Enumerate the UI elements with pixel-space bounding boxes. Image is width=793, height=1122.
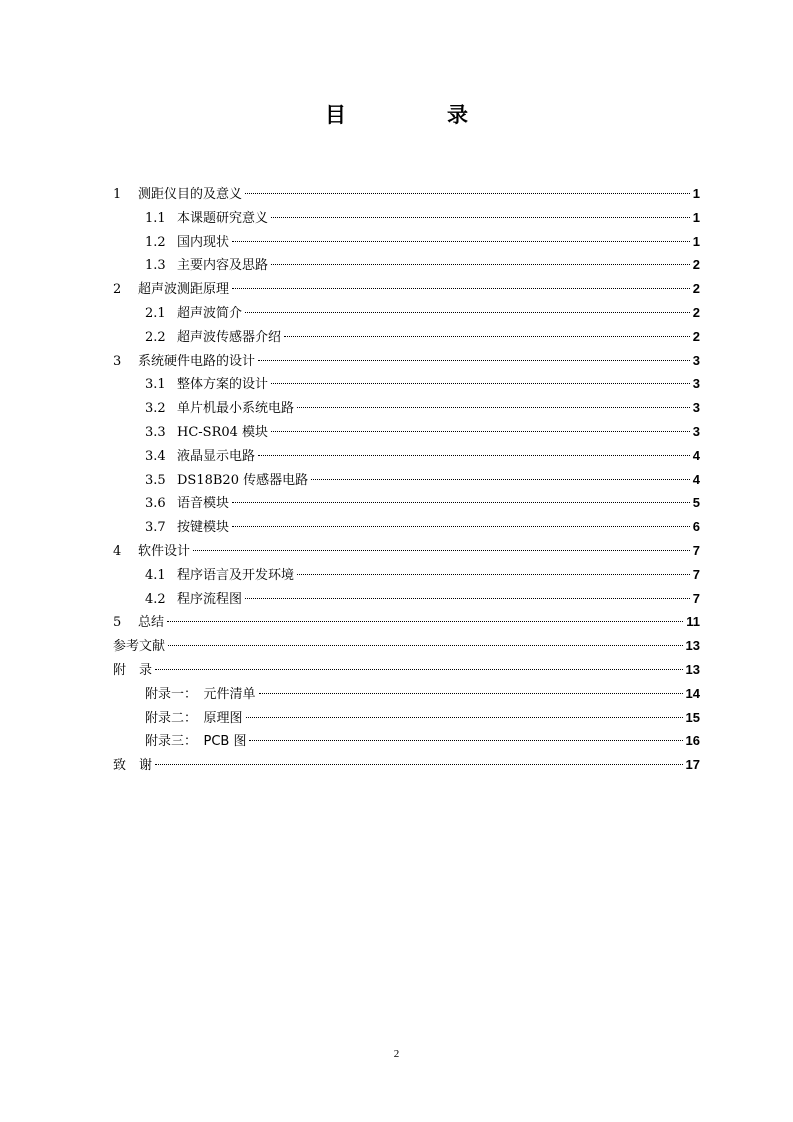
toc-entry-title: 单片机最小系统电路 [177, 401, 295, 417]
toc-entry-title: 语音模块 [177, 496, 230, 512]
toc-entry-number: 1.2 [145, 234, 166, 250]
toc-dot-leader [258, 441, 690, 456]
toc-entry-page: 14 [685, 685, 700, 701]
toc-entry-number: 3.6 [145, 496, 166, 512]
toc-entry-title: 附录三： PCB 图 [145, 734, 247, 750]
toc-entry-title: 软件设计 [138, 543, 191, 559]
toc-entry-title: 程序流程图 [177, 591, 243, 607]
toc-dot-leader [232, 512, 690, 527]
toc-dot-leader [297, 560, 690, 575]
toc-dot-leader [193, 536, 690, 551]
toc-dot-leader [249, 726, 682, 741]
toc-entry-page: 15 [685, 709, 700, 725]
toc-dot-leader [258, 346, 690, 361]
toc-entry-title: 系统硬件电路的设计 [138, 353, 256, 369]
toc-entry-page: 3 [692, 352, 700, 368]
toc-dot-leader [246, 703, 683, 718]
toc-entry-title: DS18B20 传感器电路 [177, 472, 309, 488]
toc-entry-number: 2 [113, 282, 122, 298]
toc-dot-leader [271, 369, 690, 384]
toc-entry-number: 4.2 [145, 591, 166, 607]
toc-entry-page: 3 [692, 376, 700, 392]
page-title: 目 录 [325, 103, 508, 127]
toc-entry-page: 17 [685, 757, 700, 773]
toc-entry-number: 3 [113, 353, 122, 369]
toc-entry-page: 4 [692, 471, 700, 487]
toc-dot-leader [232, 274, 690, 289]
toc-entry-page: 2 [692, 304, 700, 320]
toc-dot-leader [232, 227, 690, 242]
toc-entry-title: 附录一： 元件清单 [145, 686, 256, 702]
toc-dot-leader [271, 250, 690, 265]
toc-dot-leader [232, 488, 690, 503]
toc-entry-page: 2 [692, 328, 700, 344]
toc-entry-title: 主要内容及思路 [177, 258, 269, 274]
toc-entry[interactable] [113, 753, 700, 777]
toc-entry-title: 国内现状 [177, 234, 230, 250]
toc-entry-title: 附录二： 原理图 [145, 710, 243, 726]
toc-entry-page: 1 [692, 209, 700, 225]
toc-entry-page: 16 [685, 733, 700, 749]
toc-dot-leader [245, 298, 690, 313]
toc-entry-page: 13 [685, 638, 700, 654]
table-of-contents [113, 182, 700, 777]
toc-entry-number: 3.3 [145, 424, 166, 440]
toc-dot-leader [245, 584, 690, 599]
toc-dot-leader [271, 203, 690, 218]
toc-entry-title: 超声波简介 [177, 305, 243, 321]
toc-entry-number: 3.4 [145, 448, 166, 464]
toc-entry-page: 1 [692, 233, 700, 249]
toc-entry-page: 6 [692, 519, 700, 535]
toc-entry-title: 液晶显示电路 [177, 448, 256, 464]
toc-entry-title: 程序语言及开发环境 [177, 567, 295, 583]
toc-dot-leader [284, 322, 690, 337]
toc-entry-page: 4 [692, 447, 700, 463]
toc-entry-title: 超声波测距原理 [138, 282, 230, 298]
toc-dot-leader [259, 679, 683, 694]
toc-entry-page: 7 [692, 542, 700, 558]
toc-dot-leader [297, 393, 690, 408]
toc-dot-leader [155, 655, 683, 670]
toc-entry-page: 2 [692, 257, 700, 273]
toc-dot-leader [245, 179, 690, 194]
toc-entry-number: 1 [113, 187, 122, 202]
toc-entry-number: 2.1 [145, 305, 166, 321]
toc-entry-title: 整体方案的设计 [177, 377, 269, 393]
toc-entry-page: 2 [692, 281, 700, 297]
toc-entry-number: 3.7 [145, 520, 166, 536]
page-number: 2 [393, 1048, 400, 1060]
toc-entry-page: 13 [685, 661, 700, 677]
toc-entry-number: 1.1 [145, 210, 166, 226]
toc-entry-title: 总结 [138, 615, 165, 631]
toc-entry-page: 3 [692, 423, 700, 439]
toc-entry-page: 11 [686, 614, 700, 630]
toc-dot-leader [167, 607, 683, 622]
toc-entry-number: 5 [113, 615, 122, 631]
toc-entry-number: 2.2 [145, 329, 166, 345]
toc-entry-number: 3.1 [145, 377, 166, 393]
toc-entry-title: 附 录 [113, 662, 153, 678]
toc-entry-title: 本课题研究意义 [177, 210, 269, 226]
toc-entry-page: 3 [692, 400, 700, 416]
toc-dot-leader [271, 417, 690, 432]
toc-entry-title: 按键模块 [177, 520, 230, 536]
toc-entry-title: HC-SR04 模块 [177, 424, 269, 440]
toc-entry-title: 测距仪目的及意义 [138, 187, 243, 202]
toc-entry-number: 4 [113, 543, 122, 559]
toc-entry-page: 7 [692, 566, 700, 582]
toc-dot-leader [311, 465, 690, 480]
toc-entry-page: 7 [692, 590, 700, 606]
toc-dot-leader [155, 750, 683, 765]
toc-entry-title: 超声波传感器介绍 [177, 329, 282, 345]
toc-entry-title: 参考文献 [113, 639, 166, 655]
toc-entry-title: 致 谢 [113, 758, 153, 774]
toc-entry-page: 1 [692, 186, 700, 201]
toc-entry-number: 1.3 [145, 258, 166, 274]
toc-dot-leader [168, 631, 683, 646]
toc-entry-page: 5 [692, 495, 700, 511]
toc-entry-number: 4.1 [145, 567, 166, 583]
toc-entry-number: 3.5 [145, 472, 166, 488]
toc-entry-number: 3.2 [145, 401, 166, 417]
